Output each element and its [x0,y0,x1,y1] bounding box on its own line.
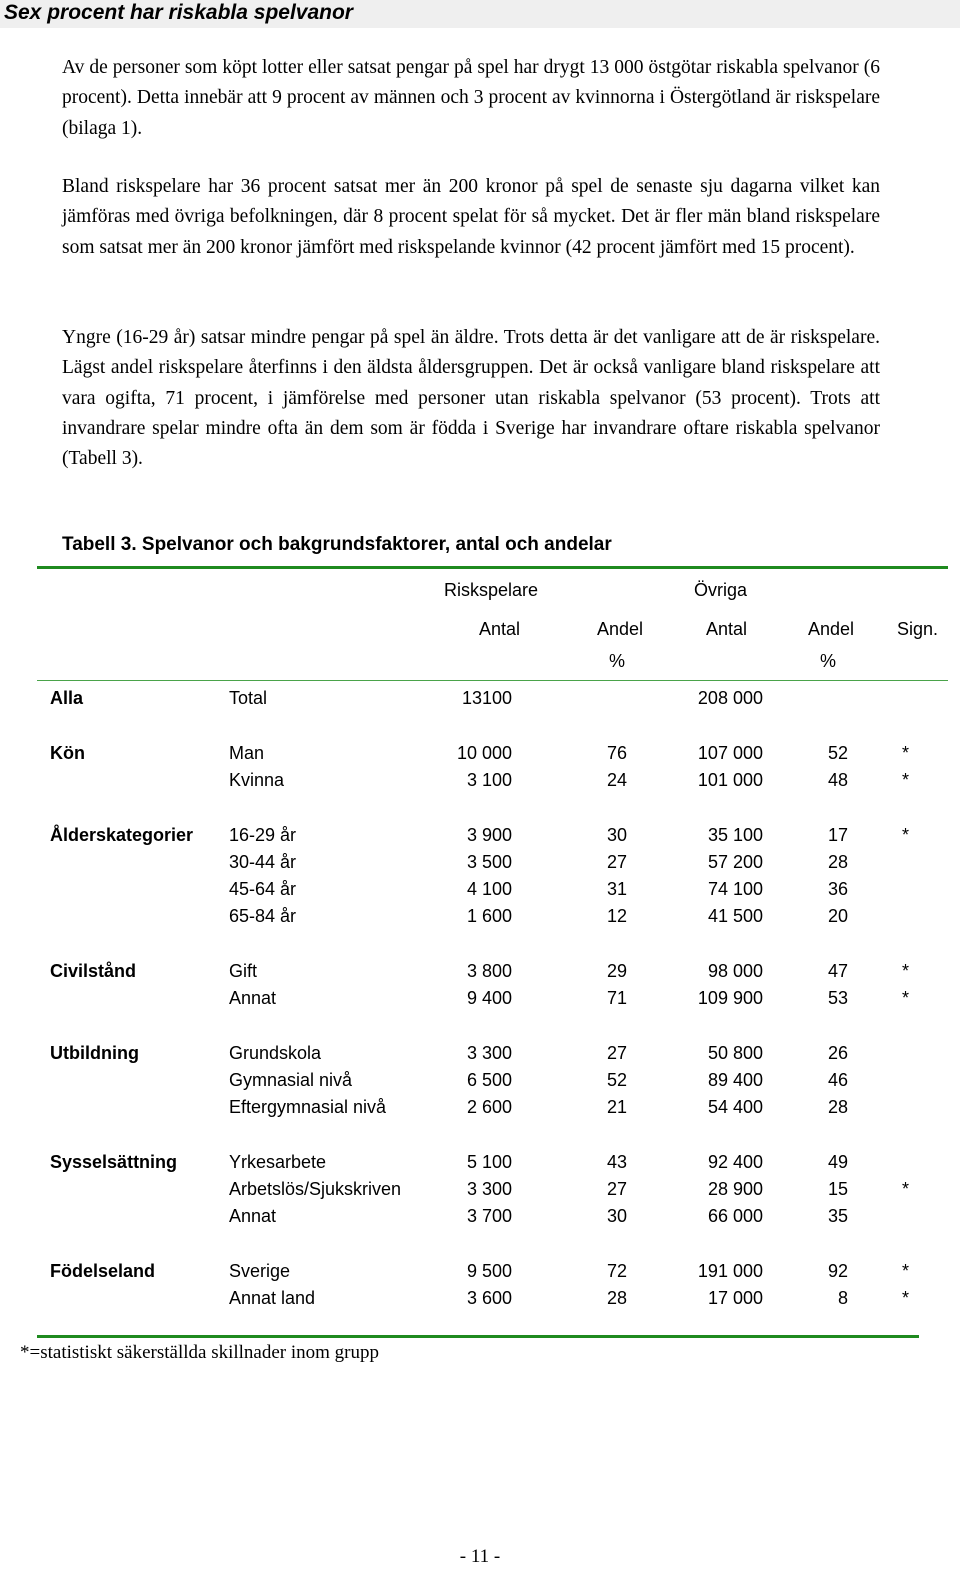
table-row [0,1203,960,1230]
row-riskspelare-andel: 29 [606,961,627,981]
row-riskspelare-antal: 3 600 [466,1288,512,1308]
row-category: Födelseland [50,1261,156,1281]
row-significance: * [902,1288,910,1308]
row-ovriga-andel: 48 [827,770,848,790]
table-row [0,740,960,767]
row-riskspelare-antal: 3 100 [466,770,512,790]
row-ovriga-andel: 15 [827,1179,848,1199]
row-ovriga-antal: 17 000 [707,1288,763,1308]
row-ovriga-antal: 50 800 [707,1043,763,1063]
row-category: Civilstånd [50,961,137,981]
row-ovriga-andel: 28 [827,1097,848,1117]
row-riskspelare-andel: 71 [606,988,627,1008]
row-riskspelare-antal: 6 500 [466,1070,512,1090]
table-bottom-rule [37,1335,919,1338]
row-riskspelare-antal: 3 300 [466,1179,512,1199]
row-riskspelare-antal: 3 700 [466,1206,512,1226]
row-subcategory: Grundskola [229,1043,322,1063]
table-row [0,767,960,794]
row-subcategory: Sverige [229,1261,291,1281]
row-significance: * [902,961,910,981]
row-category: Kön [50,743,85,763]
row-significance: * [902,825,910,845]
row-ovriga-andel: 46 [827,1070,848,1090]
row-riskspelare-andel: 30 [606,825,627,845]
row-ovriga-andel: 92 [827,1261,848,1281]
row-significance: * [902,770,910,790]
col-header-antal-ovriga: Antal [705,619,747,639]
table-row [0,958,960,985]
table-title: Tabell 3. Spelvanor och bakgrundsfaktorer, antal och andelar [62,534,612,555]
paragraph-3: Yngre (16-29 år) satsar mindre pengar på spel än äldre. Trots detta är det vanligare att de är riskspelare. Lägst andel riskspelare återfinns i den äldsta åldersgruppen. Det är också vanligare bland riskspelare att vara ogifta, 71 procent, i jämförelse med personer utan riskabla spelvanor (53 procent). Trots att invandrare spelar mindre ofta än dem som är födda i Sverige har invandrare oftare riskabla spelvanor (Tabell 3). [62,327,880,470]
row-riskspelare-antal: 13100 [461,688,512,708]
row-ovriga-antal: 28 900 [707,1179,763,1199]
row-riskspelare-andel: 72 [606,1261,627,1281]
row-significance: * [902,1179,910,1199]
row-riskspelare-antal: 3 800 [466,961,512,981]
row-ovriga-andel: 49 [827,1152,848,1172]
row-ovriga-antal: 101 000 [697,770,763,790]
paragraph-1: Av de personer som köpt lotter eller satsat pengar på spel har drygt 13 000 östgötar riskabla spelvanor (6 procent). Detta innebär att 9 procent av männen och 3 procent av kvinnorna i Östergötland är riskspelare (bilaga 1). [62,57,880,139]
col-header-antal-riskspelare: Antal [478,619,520,639]
row-subcategory: Gymnasial nivå [229,1070,353,1090]
col-header-andel-ovriga: Andel [807,619,854,639]
row-riskspelare-antal: 9 400 [466,988,512,1008]
row-ovriga-antal: 107 000 [697,743,763,763]
row-ovriga-antal: 89 400 [707,1070,763,1090]
table-row [0,1258,960,1285]
paragraph-2: Bland riskspelare har 36 procent satsat mer än 200 kronor på spel de senaste sju dagarna vilket kan jämföras med övriga befolkningen, där 8 procent spelat för så mycket. Det är fler män bland riskspelare som satsat mer än 200 kronor jämfört med riskspelande kvinnor (42 procent jämfört med 15 procent). [62,176,880,258]
row-significance: * [902,1261,910,1281]
page-number: - 11 - [459,1546,501,1567]
table-row [0,685,960,712]
row-riskspelare-andel: 31 [606,879,627,899]
table-row [0,822,960,849]
row-subcategory: Annat [229,1206,277,1226]
table-footnote: *=statistiskt säkerställda skillnader inom grupp [20,1342,379,1363]
row-ovriga-antal: 74 100 [707,879,763,899]
table-row [0,876,960,903]
row-ovriga-antal: 98 000 [707,961,763,981]
row-riskspelare-andel: 12 [606,906,627,926]
row-riskspelare-antal: 3 300 [466,1043,512,1063]
row-subcategory: Annat land [229,1288,316,1308]
table-row [0,1040,960,1067]
row-riskspelare-antal: 9 500 [466,1261,512,1281]
row-riskspelare-andel: 28 [606,1288,627,1308]
row-ovriga-antal: 57 200 [707,852,763,872]
section-heading: Sex procent har riskabla spelvanor [0,0,960,28]
col-header-andel-riskspelare: Andel [596,619,643,639]
row-riskspelare-andel: 52 [606,1070,627,1090]
row-subcategory: Yrkesarbete [229,1152,327,1172]
row-ovriga-andel: 17 [827,825,848,845]
table-top-rule [37,566,948,569]
table-row [0,1094,960,1121]
row-riskspelare-antal: 10 000 [456,743,512,763]
row-ovriga-andel: 26 [827,1043,848,1063]
row-ovriga-andel: 53 [827,988,848,1008]
row-riskspelare-antal: 3 500 [466,852,512,872]
row-riskspelare-antal: 4 100 [466,879,512,899]
row-ovriga-antal: 54 400 [707,1097,763,1117]
row-subcategory: 16-29 år [229,825,297,845]
row-ovriga-andel: 36 [827,879,848,899]
table-row [0,849,960,876]
row-ovriga-antal: 191 000 [697,1261,763,1281]
row-riskspelare-antal: 5 100 [466,1152,512,1172]
row-riskspelare-andel: 30 [606,1206,627,1226]
row-subcategory: 45-64 år [229,879,297,899]
row-category: Sysselsättning [50,1152,178,1172]
row-subcategory: Gift [229,961,258,981]
row-category: Alla [50,688,84,708]
row-riskspelare-andel: 27 [606,1043,627,1063]
table-row [0,1067,960,1094]
row-subcategory: 65-84 år [229,906,297,926]
row-riskspelare-antal: 1 600 [466,906,512,926]
row-ovriga-antal: 41 500 [707,906,763,926]
row-subcategory: 30-44 år [229,852,297,872]
row-category: Utbildning [50,1043,139,1063]
row-ovriga-andel: 52 [827,743,848,763]
row-riskspelare-andel: 27 [606,1179,627,1199]
table-header-rule [37,680,948,681]
table-row [0,985,960,1012]
group-header-riskspelare: Riskspelare [444,580,539,600]
row-riskspelare-antal: 3 900 [466,825,512,845]
row-riskspelare-andel: 24 [606,770,627,790]
row-significance: * [902,743,910,763]
row-riskspelare-andel: 43 [606,1152,627,1172]
row-ovriga-antal: 35 100 [707,825,763,845]
row-subcategory: Kvinna [229,770,285,790]
row-subcategory: Eftergymnasial nivå [229,1097,387,1117]
row-subcategory: Man [229,743,265,763]
row-ovriga-andel: 20 [827,906,848,926]
row-ovriga-antal: 66 000 [707,1206,763,1226]
row-riskspelare-antal: 2 600 [466,1097,512,1117]
row-riskspelare-andel: 27 [606,852,627,872]
row-ovriga-andel: 28 [827,852,848,872]
table-row [0,1176,960,1203]
row-ovriga-antal: 109 900 [697,988,763,1008]
row-significance: * [902,988,910,1008]
row-subcategory: Total [229,688,268,708]
row-ovriga-antal: 92 400 [707,1152,763,1172]
row-subcategory: Annat [229,988,277,1008]
row-ovriga-andel: 47 [827,961,848,981]
row-ovriga-antal: 208 000 [697,688,763,708]
col-header-andel-riskspelare-unit: % [608,651,625,671]
row-ovriga-andel: 35 [827,1206,848,1226]
row-riskspelare-andel: 76 [606,743,627,763]
table-row [0,903,960,930]
row-ovriga-andel: 8 [837,1288,848,1308]
col-header-andel-ovriga-unit: % [819,651,836,671]
row-subcategory: Arbetslös/Sjukskriven [229,1179,402,1199]
table-row [0,1149,960,1176]
row-riskspelare-andel: 21 [606,1097,627,1117]
col-header-sign: Sign. [896,619,938,639]
row-category: Ålderskategorier [50,825,194,845]
table-row [0,1285,960,1312]
group-header-ovriga: Övriga [694,580,748,600]
